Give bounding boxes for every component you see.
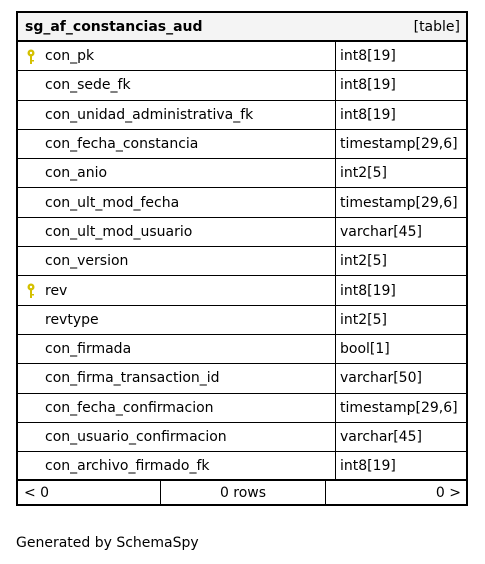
column-type: timestamp[29,6]	[340, 136, 458, 153]
column-row	[18, 159, 466, 188]
column-row	[18, 423, 466, 452]
column-type: int2[5]	[340, 165, 387, 182]
table-footer	[18, 481, 466, 504]
column-name: rev	[45, 282, 68, 299]
column-type: int2[5]	[340, 253, 387, 270]
column-type: int8[19]	[340, 457, 396, 474]
column-type: int8[19]	[340, 77, 396, 94]
column-name-cell	[18, 394, 336, 422]
column-row	[18, 101, 466, 130]
column-name: con_version	[45, 253, 129, 270]
column-name: con_fecha_constancia	[45, 136, 199, 153]
column-name: revtype	[45, 311, 99, 328]
column-type: timestamp[29,6]	[340, 194, 458, 211]
column-name: con_ult_mod_fecha	[45, 194, 180, 211]
column-row	[18, 42, 466, 71]
column-type: int8[19]	[340, 282, 396, 299]
column-name-cell	[18, 130, 336, 158]
column-name-cell	[18, 71, 336, 99]
column-row	[18, 247, 466, 276]
column-name: con_anio	[45, 165, 108, 182]
column-name: con_firmada	[45, 341, 132, 358]
column-name-cell	[18, 159, 336, 187]
column-name-cell	[18, 364, 336, 392]
schema-table	[16, 11, 468, 506]
column-name-cell	[18, 247, 336, 275]
column-name-cell	[18, 335, 336, 363]
column-row	[18, 218, 466, 247]
column-name: con_fecha_confirmacion	[45, 399, 214, 416]
column-list	[18, 42, 466, 481]
column-row	[18, 188, 466, 217]
column-row	[18, 276, 466, 305]
column-type: varchar[50]	[340, 370, 422, 387]
column-type: varchar[45]	[340, 223, 422, 240]
column-name-cell	[18, 101, 336, 129]
column-row	[18, 364, 466, 393]
column-type: int2[5]	[340, 311, 387, 328]
column-name-cell	[18, 423, 336, 451]
column-row	[18, 394, 466, 423]
column-name: con_usuario_confirmacion	[45, 429, 227, 445]
column-row	[18, 130, 466, 159]
column-name-cell	[18, 306, 336, 334]
column-name: con_unidad_administrativa_fk	[45, 106, 254, 123]
footer-children-count: 0 >	[435, 484, 461, 501]
column-row	[18, 306, 466, 335]
footer-row-count: 0 rows	[161, 481, 326, 504]
column-name-cell	[18, 42, 336, 70]
column-type: int8[19]	[340, 106, 396, 123]
column-type: varchar[45]	[340, 429, 422, 445]
column-name-cell	[18, 188, 336, 216]
key-icon	[26, 283, 36, 299]
column-type: timestamp[29,6]	[340, 399, 458, 416]
key-icon	[26, 49, 36, 65]
column-name: con_pk	[45, 48, 95, 65]
column-type: bool[1]	[340, 341, 390, 358]
footer-parents-count: < 0	[18, 481, 161, 504]
generated-by-caption: Generated by SchemaSpy	[16, 535, 199, 551]
column-type: int8[19]	[340, 48, 396, 65]
column-row	[18, 452, 466, 481]
column-name: con_archivo_firmado_fk	[45, 457, 210, 474]
column-name: con_ult_mod_usuario	[45, 223, 193, 240]
column-name-cell	[18, 452, 336, 479]
table-type-label: [table]	[413, 18, 460, 35]
table-header	[18, 13, 466, 42]
column-name: con_firma_transaction_id	[45, 370, 220, 387]
column-row	[18, 335, 466, 364]
column-name-cell	[18, 218, 336, 246]
table-name: sg_af_constancias_aud	[25, 18, 203, 35]
column-name: con_sede_fk	[45, 77, 131, 94]
column-row	[18, 71, 466, 100]
column-name-cell	[18, 276, 336, 304]
